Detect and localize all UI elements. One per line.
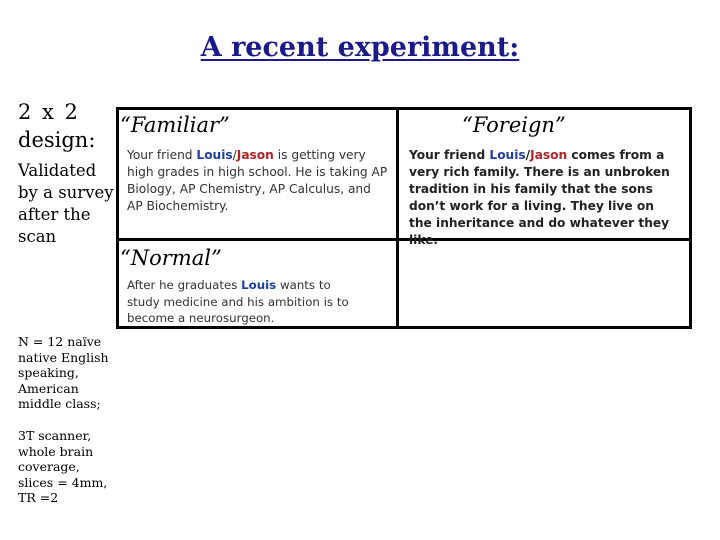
normal-suffix: wants to study medicine and his ambition is to become a neurosurgeon. xyxy=(127,278,349,325)
scanner-note: 3T scanner, whole brain coverage, slices = 4mm, TR =2 xyxy=(18,428,108,505)
validated-note: Validated by a survey after the scan xyxy=(18,161,114,246)
table-top-border xyxy=(116,107,692,110)
name-jason: Jason xyxy=(236,148,274,162)
participants-note: N = 12 naïve native English speaking, American middle class; xyxy=(18,334,109,411)
table-left-border xyxy=(116,107,119,329)
design-label xyxy=(18,98,95,154)
normal-header: “Normal” xyxy=(120,246,222,270)
familiar-cell-text xyxy=(127,147,389,215)
design-table xyxy=(116,107,692,329)
slide-title: A recent experiment: xyxy=(200,32,520,63)
foreign-header: “Foreign” xyxy=(462,113,566,137)
name-separator: / xyxy=(525,148,531,162)
name-separator: / xyxy=(232,148,237,162)
foreign-suffix: comes from a very rich family. There is an unbroken tradition in his family that the sons don’t work for a living. They live on the inheritance and do whatever they like. xyxy=(409,148,670,247)
design-line-2: design: xyxy=(18,128,96,152)
name-louis: Louis xyxy=(196,148,233,162)
name-louis: Louis xyxy=(489,148,526,162)
normal-cell-text xyxy=(127,277,367,327)
familiar-suffix: is getting very high grades in high school. He is taking AP Biology, AP Chemistry, AP Calculus, and AP Biochemistry. xyxy=(127,148,388,213)
familiar-prefix: Your friend xyxy=(127,148,197,162)
name-jason: Jason xyxy=(530,148,568,162)
foreign-prefix: Your friend xyxy=(409,148,490,162)
foreign-cell-text xyxy=(409,147,679,249)
normal-prefix: After he graduates xyxy=(127,278,242,292)
design-line-1: 2 x 2 xyxy=(18,100,80,124)
table-center-border xyxy=(396,107,399,329)
familiar-header: “Familiar” xyxy=(120,113,230,137)
name-louis: Louis xyxy=(241,278,277,292)
table-right-border xyxy=(689,107,692,329)
